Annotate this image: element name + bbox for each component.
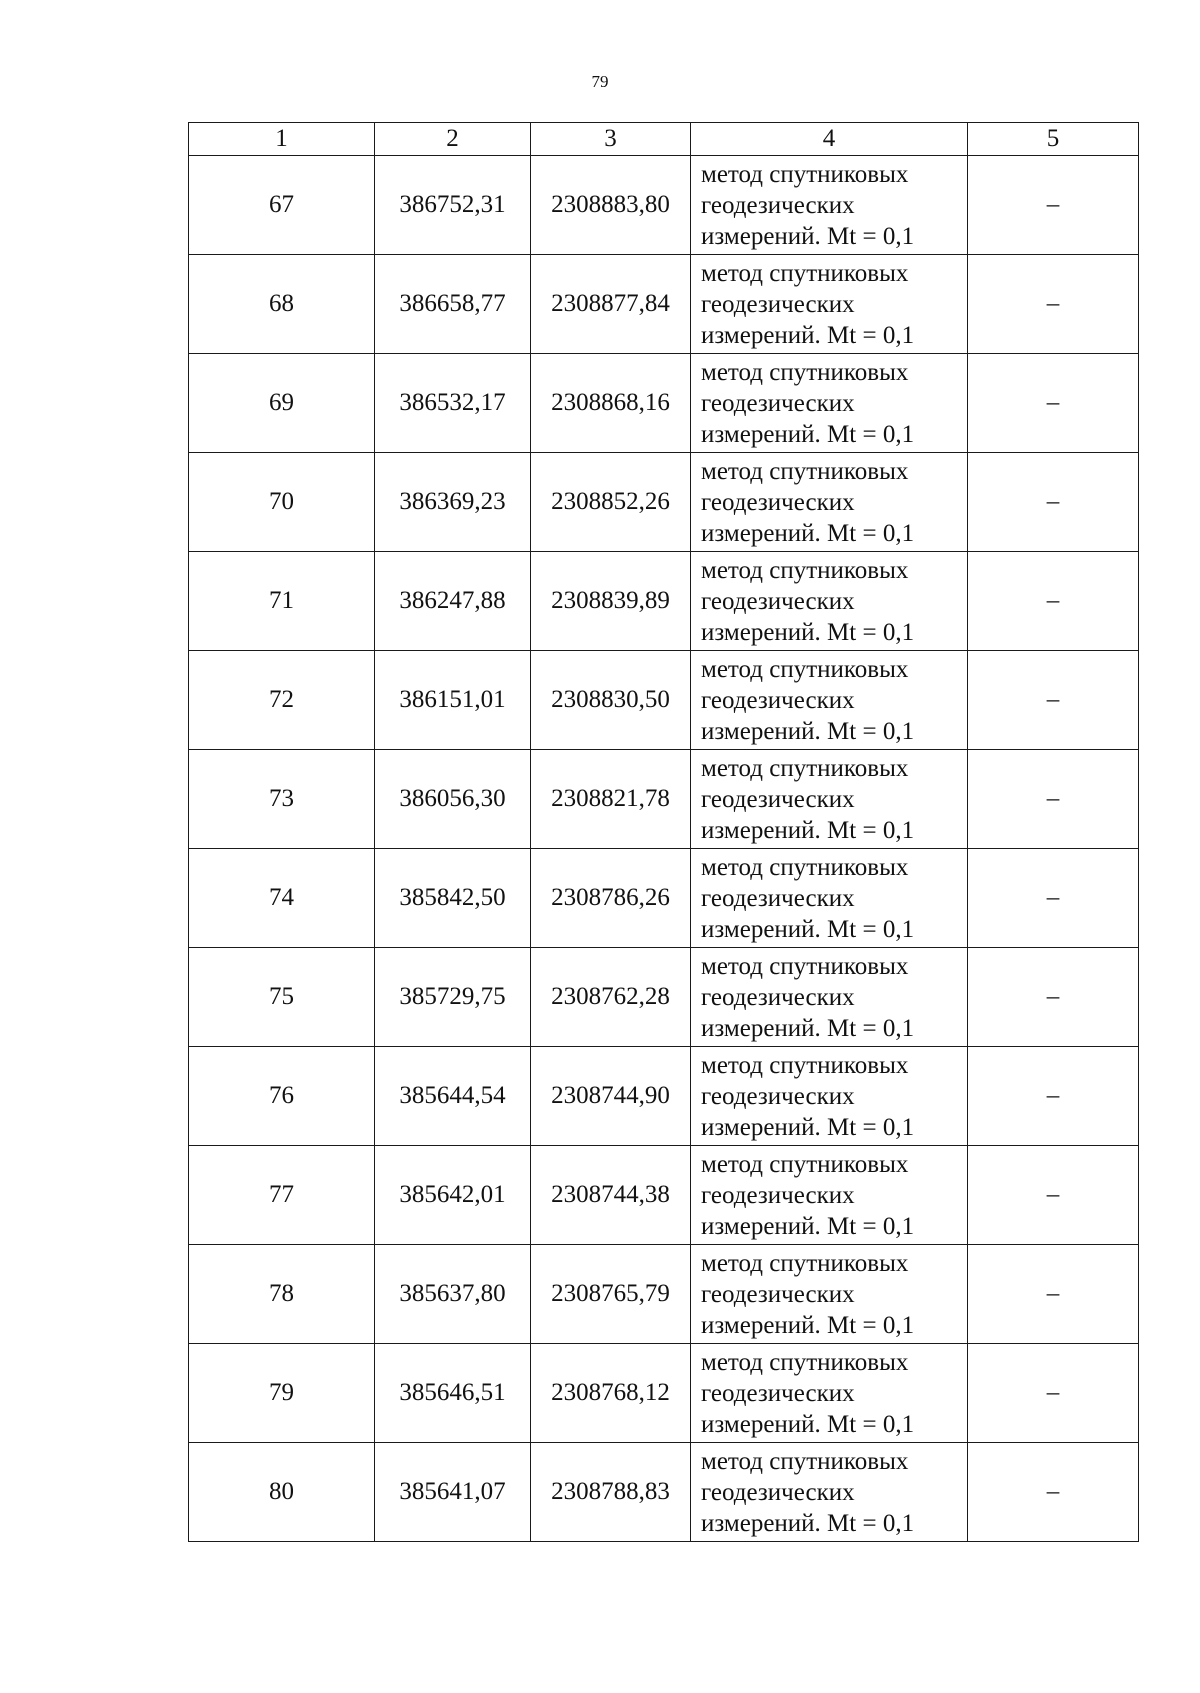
method-line-2: геодезических xyxy=(701,686,855,714)
page-number: 79 xyxy=(591,72,609,91)
note-cell: – xyxy=(968,453,1139,552)
method-line-2: геодезических xyxy=(701,1379,855,1407)
method-line-1: метод спутниковых xyxy=(701,358,909,386)
x-coordinate-cell: 386369,23 xyxy=(375,453,531,552)
y-coordinate-cell: 2308852,26 xyxy=(531,453,691,552)
method-line-2: геодезических xyxy=(701,884,855,912)
method-line-2: геодезических xyxy=(701,290,855,318)
table-row xyxy=(189,948,1139,1047)
point-number-cell: 72 xyxy=(189,651,375,750)
method-cell xyxy=(691,354,968,453)
method-line-2: геодезических xyxy=(701,983,855,1011)
x-coordinate-cell: 385842,50 xyxy=(375,849,531,948)
method-line-3: измерений. Mt = 0,1 xyxy=(701,222,915,250)
point-number-cell: 77 xyxy=(189,1146,375,1245)
x-coordinate-cell: 385729,75 xyxy=(375,948,531,1047)
method-cell xyxy=(691,1344,968,1443)
x-coordinate-cell: 386151,01 xyxy=(375,651,531,750)
method-line-1: метод спутниковых xyxy=(701,457,909,485)
note-cell: – xyxy=(968,1245,1139,1344)
method-line-1: метод спутниковых xyxy=(701,259,909,287)
method-line-3: измерений. Mt = 0,1 xyxy=(701,1311,915,1339)
note-cell: – xyxy=(968,849,1139,948)
method-line-2: геодезических xyxy=(701,389,855,417)
method-cell xyxy=(691,948,968,1047)
method-line-2: геодезических xyxy=(701,488,855,516)
method-line-1: метод спутниковых xyxy=(701,952,909,980)
point-number-cell: 80 xyxy=(189,1443,375,1542)
header-col-3: 3 xyxy=(531,123,691,156)
note-cell: – xyxy=(968,255,1139,354)
x-coordinate-cell: 386056,30 xyxy=(375,750,531,849)
x-coordinate-cell: 386658,77 xyxy=(375,255,531,354)
method-line-2: геодезических xyxy=(701,785,855,813)
note-cell: – xyxy=(968,1443,1139,1542)
method-cell xyxy=(691,1146,968,1245)
method-line-2: геодезических xyxy=(701,1478,855,1506)
header-col-4: 4 xyxy=(691,123,968,156)
y-coordinate-cell: 2308830,50 xyxy=(531,651,691,750)
method-line-3: измерений. Mt = 0,1 xyxy=(701,915,915,943)
y-coordinate-cell: 2308839,89 xyxy=(531,552,691,651)
coordinates-table xyxy=(188,122,1139,1542)
method-line-1: метод спутниковых xyxy=(701,1150,909,1178)
point-number-cell: 79 xyxy=(189,1344,375,1443)
table-row xyxy=(189,1344,1139,1443)
x-coordinate-cell: 386532,17 xyxy=(375,354,531,453)
method-line-2: геодезических xyxy=(701,1181,855,1209)
x-coordinate-cell: 385642,01 xyxy=(375,1146,531,1245)
y-coordinate-cell: 2308786,26 xyxy=(531,849,691,948)
point-number-cell: 70 xyxy=(189,453,375,552)
point-number-cell: 67 xyxy=(189,156,375,255)
table-header-row xyxy=(189,123,1139,156)
note-cell: – xyxy=(968,1344,1139,1443)
method-line-1: метод спутниковых xyxy=(701,160,909,188)
table-row xyxy=(189,354,1139,453)
method-line-3: измерений. Mt = 0,1 xyxy=(701,321,915,349)
table-row xyxy=(189,651,1139,750)
y-coordinate-cell: 2308762,28 xyxy=(531,948,691,1047)
table-row xyxy=(189,453,1139,552)
point-number-cell: 73 xyxy=(189,750,375,849)
note-cell: – xyxy=(968,948,1139,1047)
point-number-cell: 68 xyxy=(189,255,375,354)
note-cell: – xyxy=(968,1146,1139,1245)
table-row xyxy=(189,849,1139,948)
table-row xyxy=(189,750,1139,849)
x-coordinate-cell: 386247,88 xyxy=(375,552,531,651)
note-cell: – xyxy=(968,354,1139,453)
method-line-1: метод спутниковых xyxy=(701,1051,909,1079)
method-line-2: геодезических xyxy=(701,191,855,219)
method-line-2: геодезических xyxy=(701,1082,855,1110)
method-line-1: метод спутниковых xyxy=(701,1348,909,1376)
note-cell: – xyxy=(968,1047,1139,1146)
y-coordinate-cell: 2308765,79 xyxy=(531,1245,691,1344)
note-cell: – xyxy=(968,750,1139,849)
method-line-3: измерений. Mt = 0,1 xyxy=(701,420,915,448)
y-coordinate-cell: 2308744,90 xyxy=(531,1047,691,1146)
method-cell xyxy=(691,1047,968,1146)
point-number-cell: 76 xyxy=(189,1047,375,1146)
method-line-1: метод спутниковых xyxy=(701,556,909,584)
method-line-2: геодезических xyxy=(701,1280,855,1308)
method-line-3: измерений. Mt = 0,1 xyxy=(701,1014,915,1042)
method-line-3: измерений. Mt = 0,1 xyxy=(701,1509,915,1537)
method-cell xyxy=(691,651,968,750)
method-line-3: измерений. Mt = 0,1 xyxy=(701,717,915,745)
point-number-cell: 74 xyxy=(189,849,375,948)
point-number-cell: 78 xyxy=(189,1245,375,1344)
y-coordinate-cell: 2308768,12 xyxy=(531,1344,691,1443)
header-col-2: 2 xyxy=(375,123,531,156)
point-number-cell: 71 xyxy=(189,552,375,651)
method-line-3: измерений. Mt = 0,1 xyxy=(701,519,915,547)
table-row xyxy=(189,255,1139,354)
method-line-1: метод спутниковых xyxy=(701,1447,909,1475)
method-cell xyxy=(691,1245,968,1344)
point-number-cell: 69 xyxy=(189,354,375,453)
method-line-2: геодезических xyxy=(701,587,855,615)
method-cell xyxy=(691,750,968,849)
method-line-3: измерений. Mt = 0,1 xyxy=(701,1212,915,1240)
method-cell xyxy=(691,156,968,255)
table-body xyxy=(189,156,1139,1542)
y-coordinate-cell: 2308821,78 xyxy=(531,750,691,849)
y-coordinate-cell: 2308868,16 xyxy=(531,354,691,453)
method-cell xyxy=(691,849,968,948)
note-cell: – xyxy=(968,552,1139,651)
note-cell: – xyxy=(968,156,1139,255)
method-line-1: метод спутниковых xyxy=(701,853,909,881)
x-coordinate-cell: 385641,07 xyxy=(375,1443,531,1542)
method-cell xyxy=(691,255,968,354)
method-line-1: метод спутниковых xyxy=(701,655,909,683)
method-line-3: измерений. Mt = 0,1 xyxy=(701,618,915,646)
x-coordinate-cell: 386752,31 xyxy=(375,156,531,255)
y-coordinate-cell: 2308744,38 xyxy=(531,1146,691,1245)
table-row xyxy=(189,552,1139,651)
y-coordinate-cell: 2308877,84 xyxy=(531,255,691,354)
table-row xyxy=(189,1047,1139,1146)
header-col-1: 1 xyxy=(189,123,375,156)
method-line-3: измерений. Mt = 0,1 xyxy=(701,816,915,844)
method-cell xyxy=(691,453,968,552)
note-cell: – xyxy=(968,651,1139,750)
method-line-3: измерений. Mt = 0,1 xyxy=(701,1113,915,1141)
y-coordinate-cell: 2308883,80 xyxy=(531,156,691,255)
x-coordinate-cell: 385644,54 xyxy=(375,1047,531,1146)
table-row xyxy=(189,1443,1139,1542)
x-coordinate-cell: 385637,80 xyxy=(375,1245,531,1344)
method-cell xyxy=(691,552,968,651)
method-line-1: метод спутниковых xyxy=(701,1249,909,1277)
table-row xyxy=(189,156,1139,255)
table-row xyxy=(189,1146,1139,1245)
x-coordinate-cell: 385646,51 xyxy=(375,1344,531,1443)
table-row xyxy=(189,1245,1139,1344)
header-col-5: 5 xyxy=(968,123,1139,156)
method-line-1: метод спутниковых xyxy=(701,754,909,782)
method-cell xyxy=(691,1443,968,1542)
y-coordinate-cell: 2308788,83 xyxy=(531,1443,691,1542)
point-number-cell: 75 xyxy=(189,948,375,1047)
method-line-3: измерений. Mt = 0,1 xyxy=(701,1410,915,1438)
